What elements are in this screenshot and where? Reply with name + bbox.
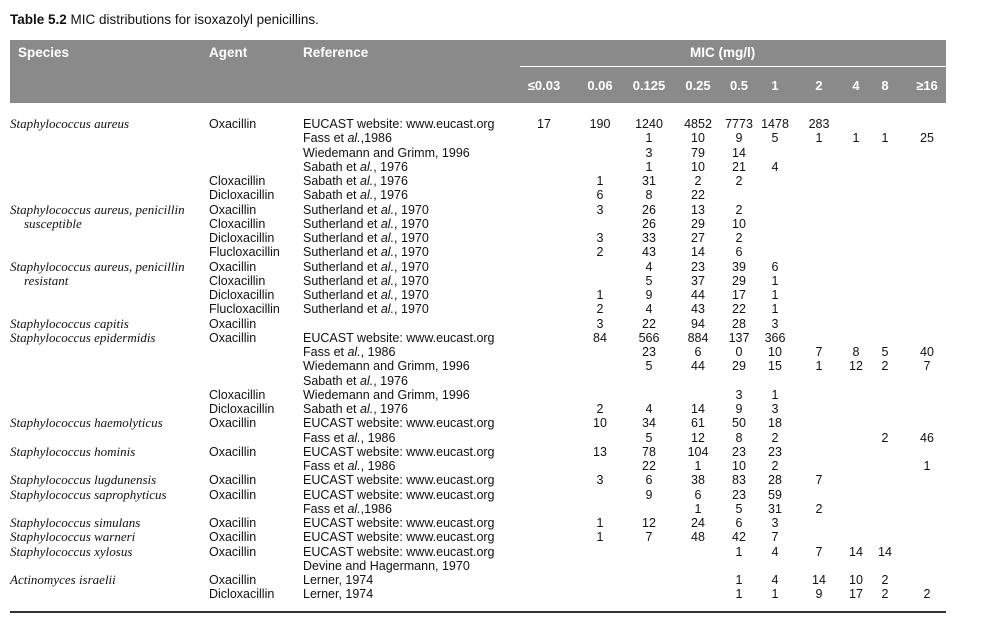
agent-cell: Oxacillin [209,487,257,502]
agent-cell: Oxacillin [209,473,257,488]
mic-value-cell: 8 [852,345,860,359]
mic-value-cell: 15 [768,359,782,374]
mic-value-cell: 22 [691,188,705,203]
agent-cell: Flucloxacillin [209,302,280,317]
mic-value-cell: 1 [596,288,604,302]
reference-cell: Sabath et al., 1976 [303,174,408,188]
mic-col-header: ≤0.03 [527,78,561,93]
mic-value-cell: 884 [687,330,709,345]
mic-value-cell: 18 [768,416,782,431]
mic-value-cell: 3 [771,402,779,416]
mic-value-cell: 23 [768,444,782,459]
reference-cell: Sutherland et al., 1970 [303,202,429,217]
mic-value-cell: 9 [645,487,653,502]
agent-cell: Cloxacillin [209,174,266,188]
species-cell: Staphylococcus hominis [10,443,136,459]
mic-value-cell: 43 [642,245,656,260]
mic-value-cell: 14 [691,402,705,416]
mic-value-cell: 7 [815,544,823,559]
mic-value-cell: 12 [849,359,863,374]
reference-cell: Fass et al., 1986 [303,345,396,359]
mic-value-cell: 9 [815,587,823,602]
table-header [10,40,946,103]
reference-cell: Lerner, 1974 [303,587,374,602]
reference-cell: EUCAST website: www.eucast.org [303,487,495,502]
mic-value-cell: 3 [596,473,604,488]
mic-value-cell: 4 [645,402,653,416]
mic-value-cell: 9 [735,131,743,146]
reference-cell: EUCAST website: www.eucast.org [303,117,495,131]
mic-value-cell: 5 [645,359,653,374]
header-reference: Reference [303,45,369,60]
mic-value-cell: 40 [920,345,934,359]
mic-value-cell: 10 [768,345,782,359]
mic-value-cell: 28 [732,316,746,331]
reference-cell: Wiedemann and Grimm, 1996 [303,387,470,402]
reference-cell: EUCAST website: www.eucast.org [303,544,495,559]
mic-value-cell: 8 [735,430,743,445]
mic-value-cell: 7 [771,530,779,545]
agent-cell: Oxacillin [209,259,257,274]
table-title: MIC distributions for isoxazolyl penicillins. [66,12,319,27]
agent-cell: Oxacillin [209,544,257,559]
mic-value-cell: 5 [645,273,653,288]
mic-value-cell: 9 [645,288,653,302]
mic-value-cell: 1 [645,131,653,146]
mic-value-cell: 6 [771,259,779,274]
reference-cell: Sutherland et al., 1970 [303,245,429,260]
mic-value-cell: 104 [687,444,709,459]
agent-cell: Oxacillin [209,416,257,431]
reference-cell: Wiedemann and Grimm, 1996 [303,359,470,374]
mic-value-cell: 3 [771,516,779,530]
mic-value-cell: 1 [735,544,743,559]
mic-value-cell: 6 [694,345,702,359]
mic-value-cell: 1 [596,516,604,530]
mic-value-cell: 83 [732,473,746,488]
mic-value-cell: 2 [735,231,743,245]
mic-value-cell: 3 [645,145,653,160]
agent-cell: Oxacillin [209,316,257,331]
mic-value-cell: 4 [645,259,653,274]
mic-value-cell: 39 [732,259,746,274]
mic-value-cell: 10 [691,131,705,146]
reference-cell: Sabath et al., 1976 [303,373,408,388]
species-cell: resistant [24,272,69,288]
species-cell: Actinomyces israelii [10,572,116,587]
mic-value-cell: 3 [596,202,604,217]
agent-cell: Cloxacillin [209,387,266,402]
agent-cell: Cloxacillin [209,216,266,231]
mic-value-cell: 22 [732,302,746,317]
reference-cell: Sutherland et al., 1970 [303,259,429,274]
species-cell: Staphylococcus epidermidis [10,329,156,345]
mic-value-cell: 12 [642,516,656,530]
mic-value-cell: 14 [849,544,863,559]
mic-value-cell: 6 [694,487,702,502]
mic-value-cell: 5 [645,430,653,445]
mic-value-cell: 37 [691,273,705,288]
mic-value-cell: 46 [920,430,934,445]
mic-value-cell: 17 [732,288,746,302]
mic-value-cell: 1478 [761,117,789,131]
agent-cell: Dicloxacillin [209,231,275,245]
agent-cell: Dicloxacillin [209,188,275,203]
header-mic-divider [520,66,946,67]
reference-cell: Sutherland et al., 1970 [303,288,429,302]
mic-value-cell: 29 [732,273,746,288]
mic-value-cell: 84 [593,330,607,345]
mic-value-cell: 33 [642,231,656,245]
mic-value-cell: 6 [645,473,653,488]
mic-value-cell: 4 [645,302,653,317]
mic-value-cell: 1 [771,273,779,288]
mic-col-header: 1 [771,78,779,93]
reference-cell: Fass et al.,1986 [303,501,392,516]
reference-cell: Fass et al.,1986 [303,131,392,146]
mic-value-cell: 59 [768,487,782,502]
header-agent: Agent [209,45,248,60]
reference-cell: Fass et al., 1986 [303,459,396,473]
mic-value-cell: 283 [808,117,830,131]
mic-value-cell: 1 [645,159,653,174]
mic-value-cell: 23 [642,345,656,359]
reference-cell: Sabath et al., 1976 [303,159,408,174]
species-cell: Staphylococcus aureus [10,116,130,131]
reference-cell: Lerner, 1974 [303,573,374,587]
mic-value-cell: 1 [596,530,604,545]
mic-value-cell: 2 [771,459,779,473]
mic-value-cell: 4 [771,573,779,587]
agent-cell: Dicloxacillin [209,288,275,302]
mic-value-cell: 1240 [635,117,663,131]
reference-cell: EUCAST website: www.eucast.org [303,330,495,345]
species-cell: Staphylococcus capitis [10,315,129,331]
mic-value-cell: 26 [642,216,656,231]
agent-cell: Oxacillin [209,530,257,545]
mic-value-cell: 2 [881,587,889,602]
reference-cell: Devine and Hagermann, 1970 [303,558,470,573]
agent-cell: Oxacillin [209,330,257,345]
mic-value-cell: 1 [771,587,779,602]
agent-cell: Oxacillin [209,117,257,131]
reference-cell: EUCAST website: www.eucast.org [303,444,495,459]
mic-value-cell: 31 [642,174,656,188]
reference-cell: Sabath et al., 1976 [303,402,408,416]
mic-value-cell: 2 [596,245,604,260]
mic-col-header: 0.125 [632,78,666,93]
table-label: Table 5.2 [10,12,67,27]
mic-value-cell: 2 [881,359,889,374]
mic-col-header: ≥16 [916,78,938,93]
species-cell: Staphylococcus warneri [10,529,136,545]
mic-value-cell: 2 [735,174,743,188]
mic-value-cell: 3 [596,231,604,245]
mic-value-cell: 1 [735,587,743,602]
mic-value-cell: 17 [849,587,863,602]
mic-value-cell: 4 [771,544,779,559]
mic-value-cell: 2 [923,587,931,602]
agent-cell: Oxacillin [209,444,257,459]
agent-cell: Oxacillin [209,516,257,530]
mic-value-cell: 13 [691,202,705,217]
mic-value-cell: 7 [645,530,653,545]
mic-value-cell: 7 [815,473,823,488]
mic-value-cell: 2 [694,174,702,188]
reference-cell: EUCAST website: www.eucast.org [303,530,495,545]
mic-col-header: 4 [852,78,860,93]
mic-value-cell: 23 [691,259,705,274]
reference-cell: Sutherland et al., 1970 [303,231,429,245]
reference-cell: Sutherland et al., 1970 [303,302,429,317]
mic-value-cell: 5 [881,345,889,359]
mic-value-cell: 48 [691,530,705,545]
mic-value-cell: 43 [691,302,705,317]
species-cell: Staphylococcus aureus, penicillin [10,258,185,274]
agent-cell: Flucloxacillin [209,245,280,260]
mic-value-cell: 0 [735,345,743,359]
mic-value-cell: 9 [735,402,743,416]
mic-value-cell: 14 [812,573,826,587]
mic-value-cell: 2 [815,501,823,516]
header-mic: MIC (mg/l) [690,45,756,60]
mic-value-cell: 23 [732,487,746,502]
mic-value-cell: 566 [638,330,660,345]
mic-value-cell: 1 [596,174,604,188]
species-cell: Staphylococcus lugdunensis [10,472,157,488]
table-caption [10,12,319,27]
agent-cell: Oxacillin [209,202,257,217]
mic-value-cell: 1 [923,459,931,473]
agent-cell: Dicloxacillin [209,402,275,416]
mic-value-cell: 3 [596,316,604,331]
agent-cell: Cloxacillin [209,273,266,288]
mic-value-cell: 1 [694,459,702,473]
reference-cell: EUCAST website: www.eucast.org [303,473,495,488]
species-cell: Staphylococcus xylosus [10,543,133,559]
mic-value-cell: 21 [732,159,746,174]
mic-col-header: 8 [881,78,889,93]
mic-value-cell: 25 [920,131,934,146]
mic-value-cell: 1 [815,359,823,374]
mic-value-cell: 366 [764,330,786,345]
mic-value-cell: 44 [691,288,705,302]
mic-value-cell: 23 [732,444,746,459]
mic-value-cell: 34 [642,416,656,431]
mic-value-cell: 22 [642,459,656,473]
mic-value-cell: 42 [732,530,746,545]
reference-cell: EUCAST website: www.eucast.org [303,516,495,530]
mic-value-cell: 190 [589,117,611,131]
mic-value-cell: 17 [537,117,551,131]
reference-cell: Sutherland et al., 1970 [303,216,429,231]
mic-value-cell: 24 [691,516,705,530]
mic-value-cell: 61 [691,416,705,431]
mic-value-cell: 79 [691,145,705,160]
mic-value-cell: 7 [923,359,931,374]
reference-cell: Wiedemann and Grimm, 1996 [303,145,470,160]
mic-value-cell: 2 [596,402,604,416]
table-bottom-rule [10,611,946,613]
mic-value-cell: 5 [771,131,779,146]
mic-value-cell: 1 [815,131,823,146]
mic-value-cell: 10 [593,416,607,431]
mic-value-cell: 12 [691,430,705,445]
species-cell: Staphylococcus haemolyticus [10,415,163,431]
species-cell: Staphylococcus saprophyticus [10,486,167,502]
agent-cell: Dicloxacillin [209,587,275,602]
mic-value-cell: 10 [732,459,746,473]
mic-value-cell: 22 [642,316,656,331]
mic-value-cell: 44 [691,359,705,374]
mic-value-cell: 5 [735,501,743,516]
mic-value-cell: 1 [852,131,860,146]
reference-cell: EUCAST website: www.eucast.org [303,416,495,431]
mic-value-cell: 10 [732,216,746,231]
species-cell: Staphylococcus aureus, penicillin [10,201,185,217]
mic-value-cell: 6 [735,245,743,260]
mic-value-cell: 14 [691,245,705,260]
mic-value-cell: 2 [771,430,779,445]
agent-cell: Oxacillin [209,573,257,587]
species-cell: susceptible [24,215,82,231]
mic-value-cell: 78 [642,444,656,459]
reference-cell: Fass et al., 1986 [303,430,396,445]
mic-value-cell: 6 [735,516,743,530]
mic-value-cell: 29 [732,359,746,374]
mic-value-cell: 4 [771,159,779,174]
mic-value-cell: 94 [691,316,705,331]
mic-value-cell: 1 [771,302,779,317]
mic-value-cell: 27 [691,231,705,245]
mic-value-cell: 3 [771,316,779,331]
mic-value-cell: 4852 [684,117,712,131]
mic-value-cell: 14 [732,145,746,160]
mic-value-cell: 137 [728,330,750,345]
mic-value-cell: 3 [735,387,743,402]
mic-value-cell: 1 [771,288,779,302]
mic-value-cell: 7773 [725,117,753,131]
mic-value-cell: 8 [645,188,653,203]
mic-value-cell: 13 [593,444,607,459]
species-cell: Staphylococcus simulans [10,515,141,530]
reference-cell: Sutherland et al., 1970 [303,273,429,288]
mic-value-cell: 1 [771,387,779,402]
mic-value-cell: 10 [849,573,863,587]
mic-value-cell: 1 [881,131,889,146]
mic-value-cell: 7 [815,345,823,359]
header-species: Species [18,45,70,60]
mic-value-cell: 2 [735,202,743,217]
mic-value-cell: 1 [735,573,743,587]
mic-col-header: 0.06 [587,78,613,93]
mic-value-cell: 1 [694,501,702,516]
mic-value-cell: 2 [881,573,889,587]
mic-value-cell: 29 [691,216,705,231]
mic-value-cell: 38 [691,473,705,488]
reference-cell: Sabath et al., 1976 [303,188,408,203]
mic-value-cell: 2 [596,302,604,317]
mic-value-cell: 28 [768,473,782,488]
mic-value-cell: 6 [596,188,604,203]
mic-col-header: 0.25 [685,78,711,93]
mic-col-header: 2 [815,78,823,93]
mic-value-cell: 14 [878,544,892,559]
mic-value-cell: 26 [642,202,656,217]
mic-value-cell: 50 [732,416,746,431]
mic-value-cell: 2 [881,430,889,445]
mic-value-cell: 31 [768,501,782,516]
mic-value-cell: 10 [691,159,705,174]
mic-col-header: 0.5 [729,78,749,93]
